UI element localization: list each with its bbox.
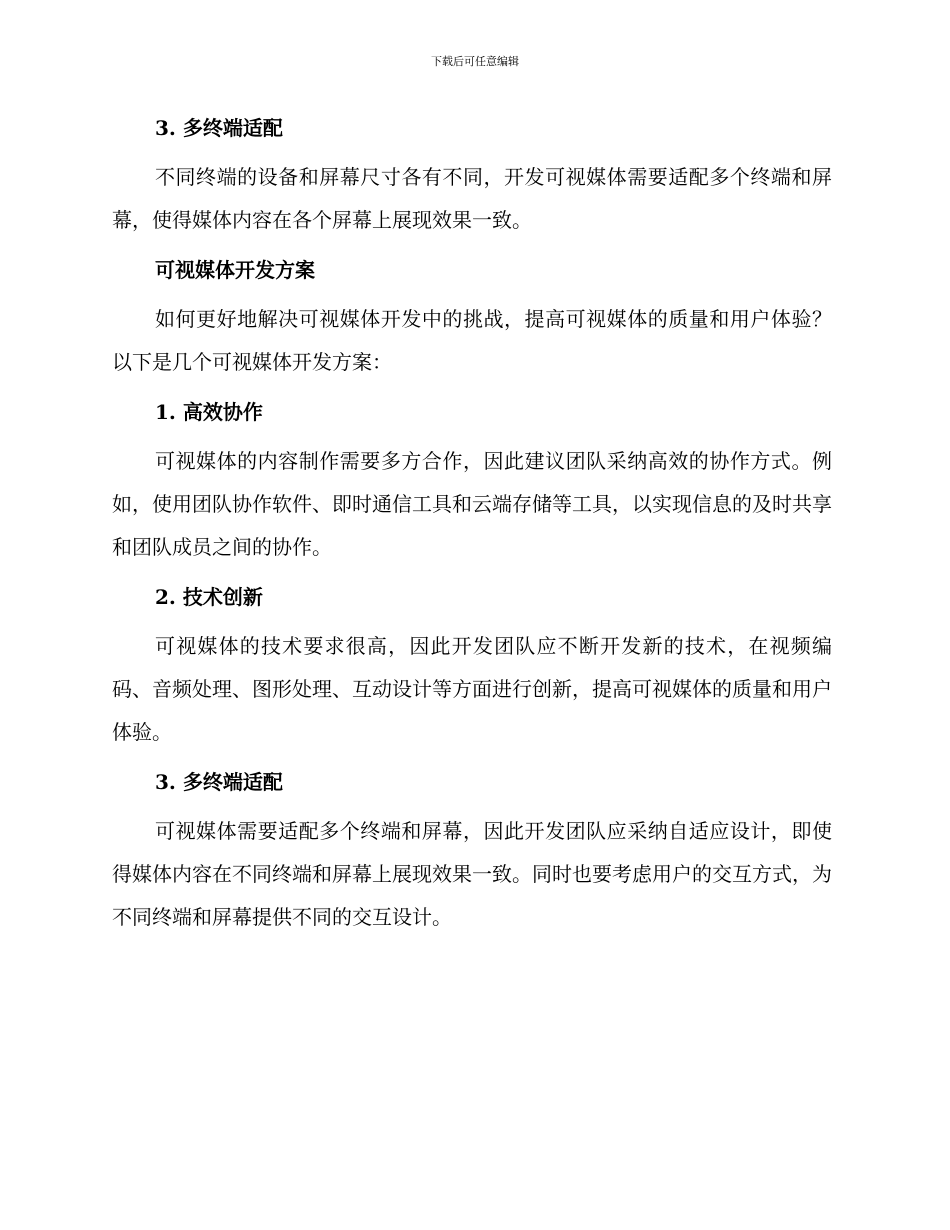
section-heading-multi-terminal: 3. 多终端适配 [155, 116, 283, 140]
section-paragraph-multi-terminal: 不同终端的设备和屏幕尺寸各有不同，开发可视媒体需要适配多个终端和屏幕，使得媒体内容在各个屏幕上展现效果一致。 [112, 165, 832, 232]
section-paragraph-adaptation: 可视媒体需要适配多个终端和屏幕，因此开发团队应采纳自适应设计，即使得媒体内容在不同终端和屏幕上展现效果一致。同时也要考虑用户的交互方式，为不同终端和屏幕提供不同的交互设计。 [112, 819, 832, 929]
section-paragraph-dev-plan: 如何更好地解决可视媒体开发中的挑战，提高可视媒体的质量和用户体验？以下是几个可视媒体开发方案： [112, 307, 832, 374]
document-body [112, 108, 832, 939]
section-heading-adaptation: 3. 多终端适配 [155, 770, 283, 794]
section-heading-dev-plan: 可视媒体开发方案 [155, 258, 315, 282]
section-heading-innovation: 2. 技术创新 [155, 585, 263, 609]
page-header: 下载后可任意编辑 [431, 55, 519, 68]
section-heading-collaboration: 1. 高效协作 [155, 400, 263, 424]
section-paragraph-innovation: 可视媒体的技术要求很高，因此开发团队应不断开发新的技术，在视频编码、音频处理、图形处理、互动设计等方面进行创新，提高可视媒体的质量和用户体验。 [112, 634, 832, 744]
section-paragraph-collaboration: 可视媒体的内容制作需要多方合作，因此建议团队采纳高效的协作方式。例如，使用团队协作软件、即时通信工具和云端存储等工具，以实现信息的及时共享和团队成员之间的协作。 [112, 449, 832, 559]
